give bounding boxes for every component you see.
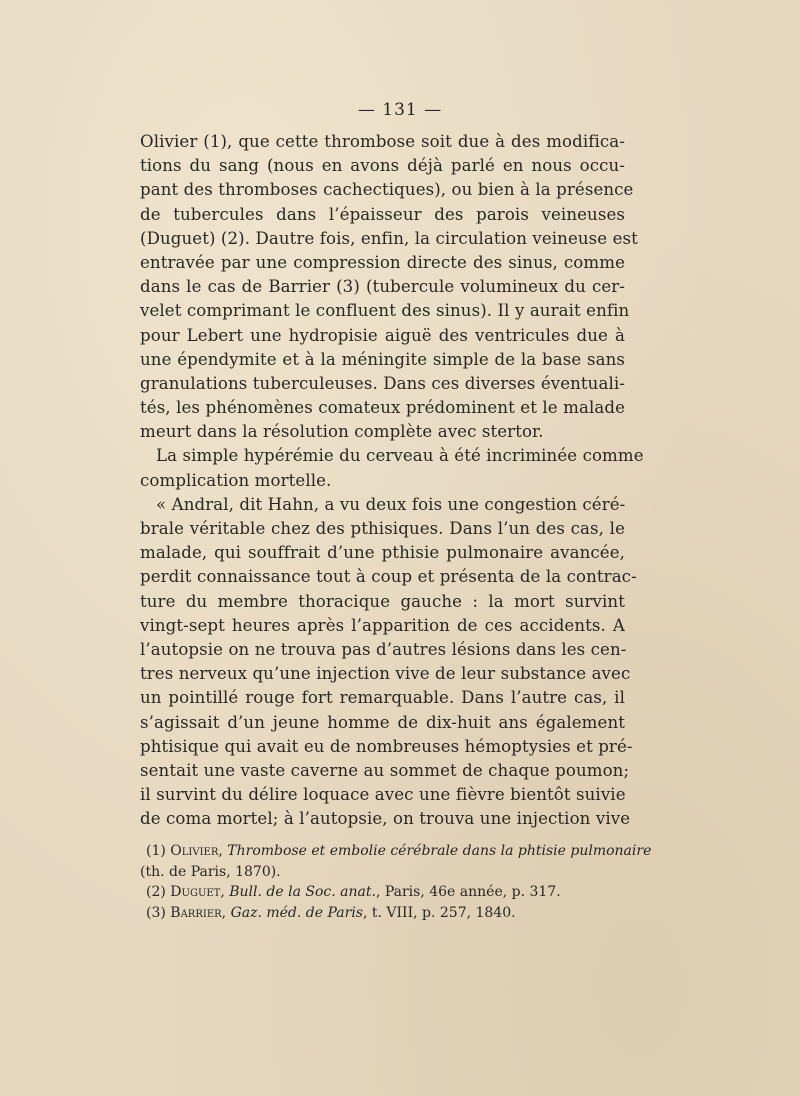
text-line: pour Lebert une hydropisie aiguë des ventricules due à [140, 325, 625, 345]
footnote-2 [140, 882, 625, 903]
footnote-number: (3) [146, 904, 166, 921]
text-line: tés, les phénomènes comateux prédominent et le malade [140, 398, 625, 418]
footnote-number: (2) [146, 884, 166, 900]
text-line: ture du membre thoracique gauche : la mort survint [140, 591, 625, 611]
text-line: meurt dans la résolution complète avec stertor. [140, 422, 544, 442]
text-line: un pointillé rouge fort remarquable. Dans l’autre cas, il [140, 688, 625, 708]
footnote-1 [140, 841, 652, 862]
page-number: — 131 — [357, 100, 443, 120]
footnote-1-continuation: (th. de Paris, 1870). [140, 863, 281, 880]
text-line: granulations tuberculeuses. Dans ces diverses éventuali- [140, 373, 625, 393]
text-line: l’autopsie on ne trouva pas d’autres lésions dans les cen- [140, 639, 627, 659]
footnotes [140, 841, 652, 923]
text-line: brale véritable chez des pthisiques. Dans l’un des cas, le [140, 519, 625, 538]
text-line: tres nerveux qu’une injection vive de leur substance avec [140, 664, 631, 684]
footnote-details: , t. VIII, p. 257, 1840. [362, 904, 516, 921]
footnote-title: Gaz. méd. de Paris [230, 904, 363, 921]
text-line: vingt-sept heures après l’apparition de ces accidents. A [140, 615, 625, 635]
body-text [140, 130, 644, 831]
text-line: dans le cas de Barrier (3) (tubercule volumineux du cer- [140, 277, 625, 297]
footnote-title: Bull. de la Soc. anat. [229, 884, 376, 900]
text-line: malade, qui souffrait d’une pthisie pulmonaire avancée, [140, 543, 625, 563]
text-line: complication mortelle. [140, 470, 332, 490]
text-line: tions du sang (nous en avons déjà parlé en nous occu- [140, 156, 625, 176]
footnote-title: Thrombose et embolie cérébrale dans la phtisie pulmonaire [227, 843, 652, 859]
footnote-number: (1) [146, 843, 166, 859]
text-line: il survint du délire loquace avec une fièvre bientôt suivie [140, 785, 626, 805]
footnote-author: Olivier, [170, 843, 223, 859]
text-line: entravée par une compression directe des sinus, comme [140, 252, 625, 272]
text-line: perdit connaissance tout à coup et présenta de la contrac- [140, 567, 637, 587]
footnote-details: , Paris, 46e année, p. 317. [375, 884, 561, 900]
text-line: velet comprimant le confluent des sinus). Il y aurait enfin [140, 301, 630, 321]
text-line: une épendymite et à la méningite simple de la base sans [140, 349, 625, 369]
text-line: La simple hypérémie du cerveau à été incriminée comme [156, 446, 644, 466]
footnote-author: Duguet, [170, 884, 225, 900]
text-line: Olivier (1), que cette thrombose soit due à des modifica- [140, 132, 625, 151]
footnote-author: Barrier, [170, 904, 227, 921]
text-line: phtisique qui avait eu de nombreuses hémoptysies et pré- [140, 736, 633, 756]
footnote-3 [140, 903, 625, 924]
text-line: s’agissait d’un jeune homme de dix-huit ans également [140, 712, 625, 732]
text-line: pant des thromboses cachectiques), ou bien à la présence [140, 180, 634, 200]
text-line: « Andral, dit Hahn, a vu deux fois une congestion céré- [156, 494, 626, 514]
text-line: sentait une vaste caverne au sommet de chaque poumon; [140, 760, 630, 780]
text-line: de tubercules dans l’épaisseur des parois veineuses [140, 204, 625, 224]
text-line: de coma mortel; à l’autopsie, on trouva une injection vive [140, 809, 631, 829]
text-line: (Duguet) (2). Dautre fois, enfin, la circulation veineuse est [140, 228, 638, 248]
